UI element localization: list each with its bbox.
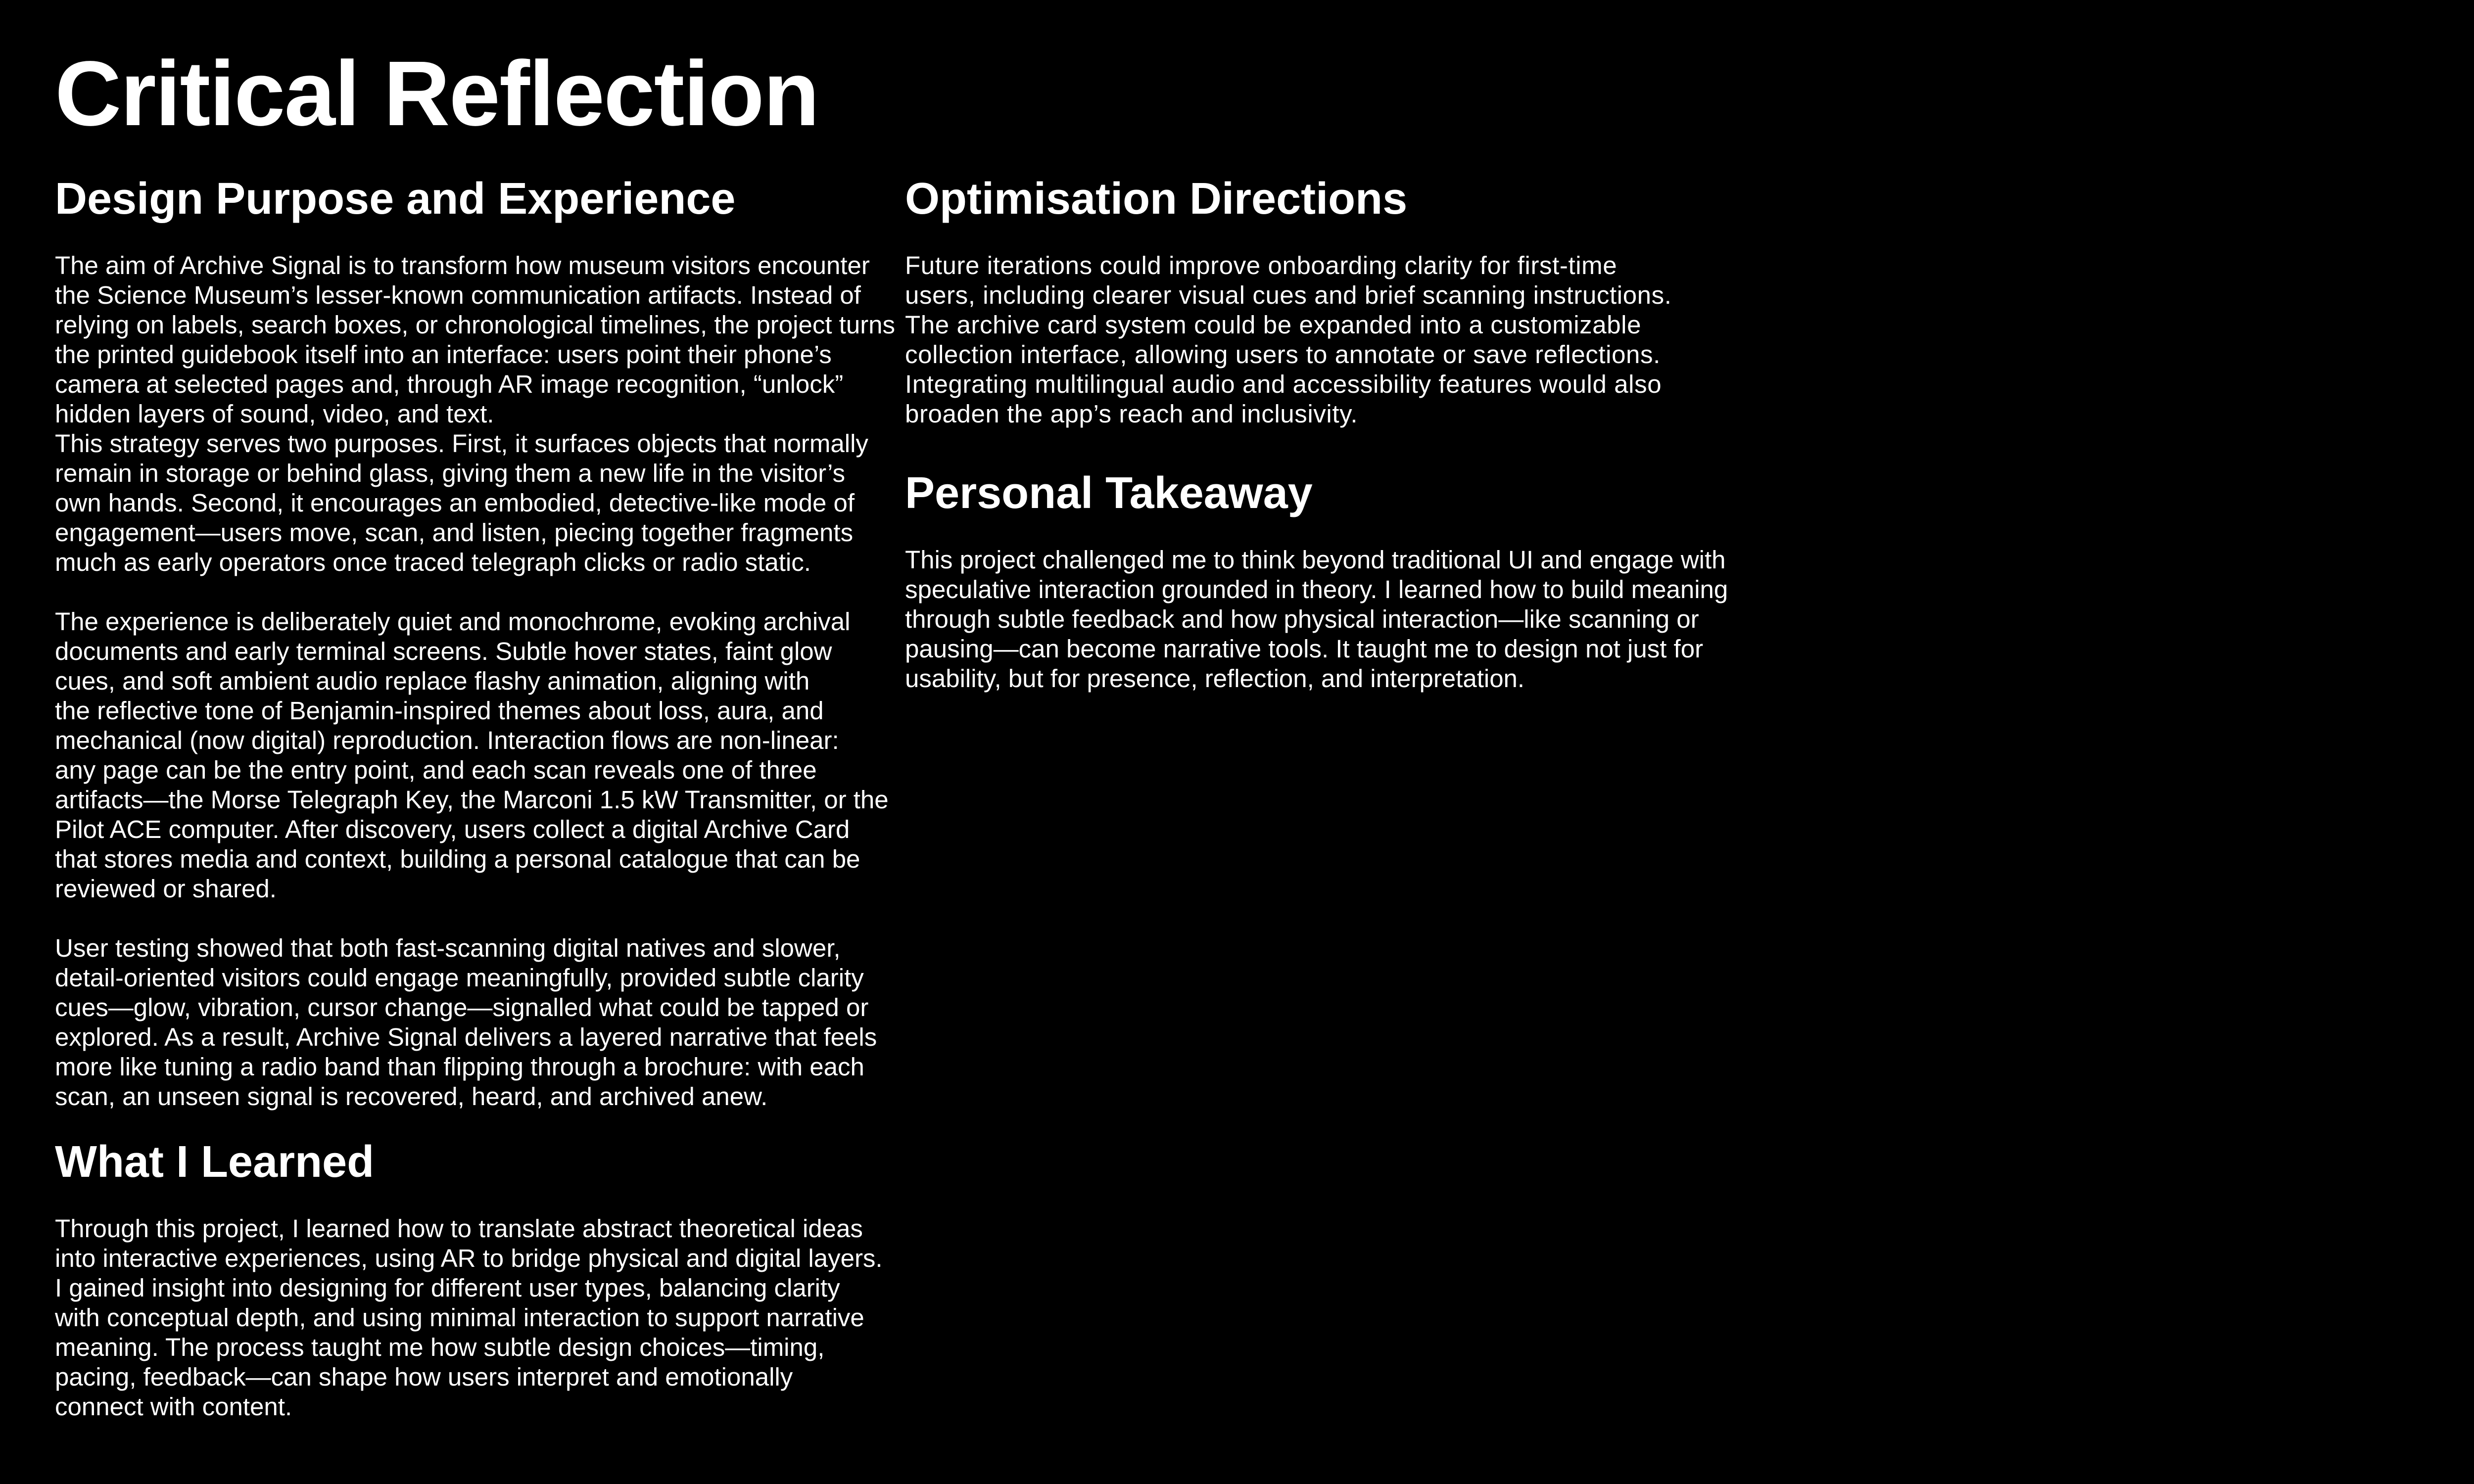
takeaway-paragraph: This project challenged me to think beyond traditional UI and engage with speculative interaction grounded in theory. I learned how to build meaning through subtle feedback and how physical interaction—like scanning or pausing—can become narrative tools. It taught me to design not just for usability, but for presence, reflection, and interpretation.	[905, 545, 1728, 693]
what-learned-heading: What I Learned	[55, 1137, 375, 1187]
left-column	[55, 174, 896, 1422]
optimisation-heading: Optimisation Directions	[905, 174, 1408, 224]
what-learned-paragraph: Through this project, I learned how to translate abstract theoretical ideas into interactive experiences, using AR to bridge physical and digital layers. I gained insight into designing for different user types, balancing clarity with conceptual depth, and using minimal interaction to support narrative meaning. The process taught me how subtle design choices—timing, pacing, feedback—can shape how users interpret and emotionally connect with content.	[55, 1214, 883, 1421]
paragraph-spacer	[55, 904, 896, 933]
right-column	[905, 174, 1756, 694]
optimisation-paragraph: Future iterations could improve onboarding clarity for first-time users, including clearer visual cues and brief scanning instructions. The archive card system could be expanded into a customizable collection interface, allowing users to annotate or save reflections. Integrating multilingual audio and accessibility features would also broaden the app’s reach and inclusivity.	[905, 251, 1672, 428]
design-purpose-paragraph-3: User testing showed that both fast-scanning digital natives and slower, detail-oriented visitors could engage meaningfully, provided subtle clarity cues—glow, vibration, cursor change—signalled what could be tapped or explored. As a result, Archive Signal delivers a layered narrative that feels more like tuning a radio band than flipping through a brochure: with each scan, an unseen signal is recovered, heard, and archived anew.	[55, 933, 877, 1111]
design-purpose-heading: Design Purpose and Experience	[55, 174, 736, 224]
design-purpose-paragraph-2: The experience is deliberately quiet and monochrome, evoking archival documents and early terminal screens. Subtle hover states, faint glow cues, and soft ambient audio replace flashy animation, aligning with the reflective tone of Benjamin-inspired themes about loss, aura, and mechanical (now digital) reproduction. Interaction flows are non-linear: any page can be the entry point, and each scan reveals one of three artifacts—the Morse Telegraph Key, the Marconi 1.5 kW Transmitter, or the Pilot ACE computer. After discovery, users collect a digital Archive Card that stores media and context, building a personal catalogue that can be reviewed or shared.	[55, 607, 889, 903]
page-title: Critical Reflection	[55, 43, 819, 145]
section-spacer	[905, 429, 1756, 468]
design-purpose-paragraph-1: The aim of Archive Signal is to transform how museum visitors encounter the Science Museum’s lesser-known communication artifacts. Instead of relying on labels, search boxes, or chronological timelines, the project turns the printed guidebook itself into an interface: users point their phone’s camera at selected pages and, through AR image recognition, “unlock” hidden layers of sound, video, and text. This strategy serves two purposes. First, it surfaces objects that normally remain in storage or behind glass, giving them a new life in the visitor’s own hands. Second, it encourages an embodied, detective-like mode of engagement—users move, scan, and listen, piecing together fragments much as early operators once traced telegraph clicks or radio static.	[55, 251, 896, 576]
paragraph-spacer	[55, 577, 896, 607]
section-spacer	[55, 1112, 896, 1137]
takeaway-heading: Personal Takeaway	[905, 468, 1313, 518]
